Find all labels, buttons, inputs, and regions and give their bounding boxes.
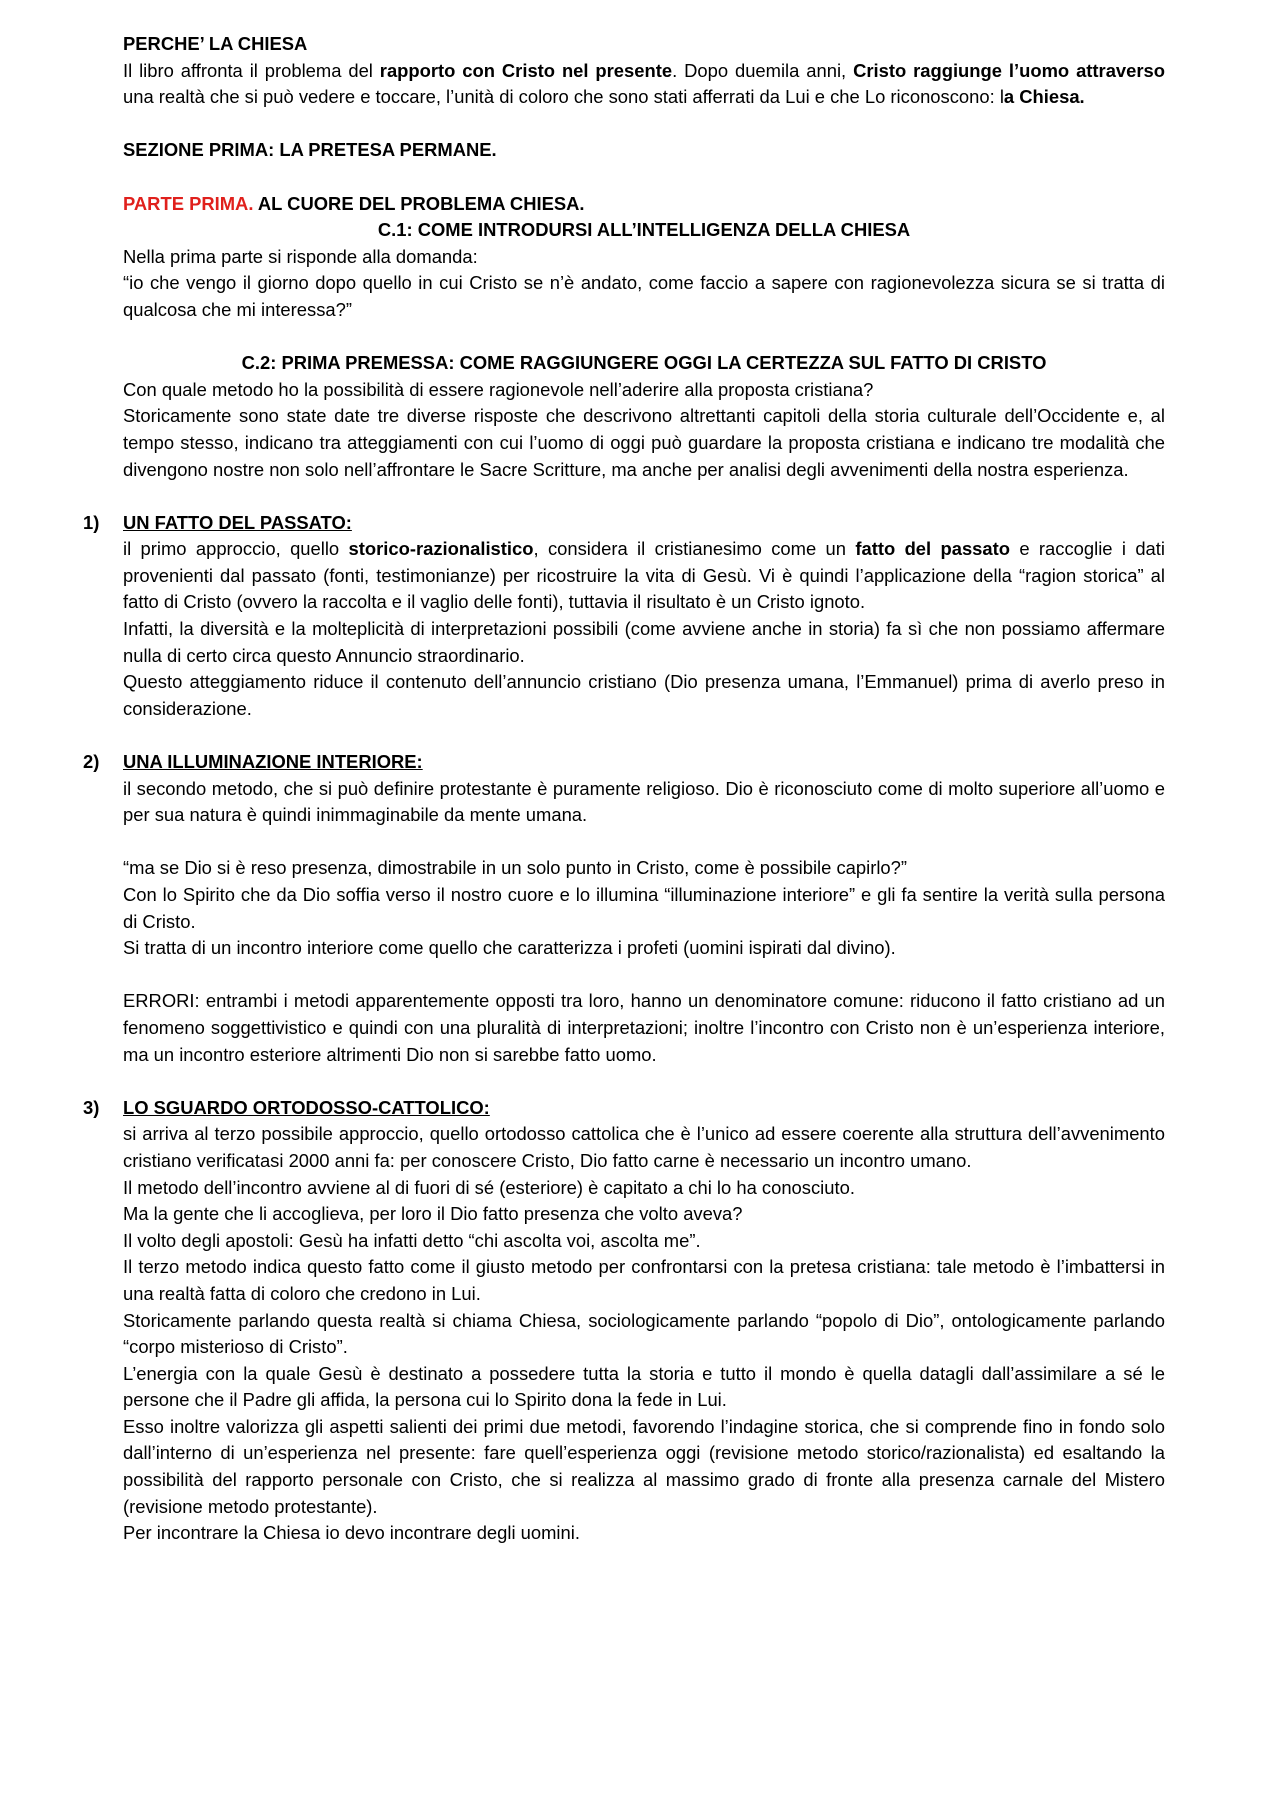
item2-paragraph-3: Con lo Spirito che da Dio soffia verso il nostro cuore e lo illumina “illuminazione interiore” e gli fa sentire la verità sulla persona di Cristo.: [123, 884, 1165, 932]
item1-paragraph-2: Infatti, la diversità e la molteplicità di interpretazioni possibili (come avviene anche in storia) fa sì che non possiamo affermare nulla di certo circa questo Annuncio straordinario.: [123, 618, 1165, 666]
item1-text-1: il primo approccio, quello: [123, 538, 349, 560]
spacer: [123, 324, 1165, 351]
item1-bold-1: storico-razionalistico: [348, 538, 534, 560]
item1-heading-text: UN FATTO DEL PASSATO:: [123, 511, 352, 533]
item3-paragraph-9: Per incontrare la Chiesa io devo incontrare degli uomini.: [123, 1522, 580, 1544]
errori-paragraph: ERRORI: entrambi i metodi apparentemente opposti tra loro, hanno un denominatore comune: riducono il fatto cristiano ad un fenomeno soggettivistico e quindi con una pluralità di interpretazioni; inoltre l’incontro con Cristo non è un’esperienza interiore, ma un incontro esteriore altrimenti Dio non si sarebbe fatto uomo.: [123, 990, 1165, 1065]
intro-text-3: una realtà che si può vedere e toccare, l’unità di coloro che sono stati afferrati da Lui e che Lo riconoscono: l: [123, 86, 1004, 108]
doc-title: PERCHE’ LA CHIESA: [123, 33, 308, 54]
item3-paragraph-1: si arriva al terzo possibile approccio, quello ortodosso cattolica che è l’unico ad essere coerente alla struttura dell’avvenimento cristiano verificatasi 2000 anni fa: per conoscere Cristo, Dio fatto carne è necessario un incontro umano.: [123, 1123, 1165, 1171]
c2-line: Con quale metodo ho la possibilità di essere ragionevole nell’aderire alla proposta cristiana?: [123, 378, 874, 400]
item2-heading-text: UNA ILLUMINAZIONE INTERIORE:: [123, 751, 423, 773]
spacer: [123, 483, 1165, 510]
spacer: [123, 962, 1165, 989]
c1-line: Nella prima parte si risponde alla domanda:: [123, 245, 478, 267]
item3-heading-text: LO SGUARDO ORTODOSSO-CATTOLICO:: [123, 1096, 490, 1118]
item1-text-2: , considera il cristianesimo come un: [533, 538, 856, 560]
item1-number: 1): [83, 511, 100, 533]
item2-paragraph-1: il secondo metodo, che si può definire protestante è puramente religioso. Dio è riconosciuto come di molto superiore all’uomo e per sua natura è quindi inimmaginabile da mente umana.: [123, 777, 1165, 826]
part-title: [123, 191, 1165, 218]
spacer: [123, 164, 1165, 191]
c1-quote: “io che vengo il giorno dopo quello in cui Cristo se n’è andato, come faccio a sapere con ragionevolezza sicura se si tratta di qualcosa che mi interessa?”: [123, 272, 1165, 320]
intro-text-1: Il libro affronta il problema del: [123, 59, 380, 81]
item3-paragraph-4: Il volto degli apostoli: Gesù ha infatti detto “chi ascolta voi, ascolta me”.: [123, 1229, 701, 1251]
part-title-text: AL CUORE DEL PROBLEMA CHIESA.: [253, 192, 585, 214]
item2-heading: [83, 749, 1165, 776]
item3-paragraph-6: Storicamente parlando questa realtà si chiama Chiesa, sociologicamente parlando “popolo di Dio”, ontologicamente parlando “corpo misterioso di Cristo”.: [123, 1309, 1165, 1358]
intro-bold-3: a Chiesa.: [1003, 86, 1085, 108]
document-page: [83, 31, 1166, 1547]
item3-paragraph-5: Il terzo metodo indica questo fatto come il giusto metodo per confrontarsi con la pretesa cristiana: tale metodo è l’imbattersi in una realtà fatta di coloro che credono in Lui.: [123, 1256, 1165, 1304]
item1-paragraph-3: Questo atteggiamento riduce il contenuto dell’annuncio cristiano (Dio presenza umana, l’Emmanuel) prima di averlo preso in considerazione.: [123, 671, 1165, 719]
intro-bold-1: rapporto con Cristo nel presente: [379, 59, 673, 81]
item1-paragraph-1: [123, 536, 1165, 616]
intro-bold-2: Cristo raggiunge l’uomo attraverso: [853, 59, 1166, 81]
item3-number: 3): [83, 1096, 100, 1118]
item1-bold-2: fatto del passato: [855, 538, 1010, 560]
item3-paragraph-3: Ma la gente che li accoglieva, per loro il Dio fatto presenza che volto aveva?: [123, 1203, 743, 1225]
c2-paragraph: Storicamente sono state date tre diverse risposte che descrivono altrettanti capitoli della storia culturale dell’Occidente e, al tempo stesso, indicano tra atteggiamenti con cui l’uomo di oggi può guardare la proposta cristiana e indicano tre modalità che divengono nostre non solo nell’affrontare le Sacre Scritture, ma anche per analisi degli avvenimenti della nostra esperienza.: [123, 405, 1165, 480]
item3-paragraph-8: Esso inoltre valorizza gli aspetti salienti dei primi due metodi, favorendo l’indagine storica, che si comprende fino in fondo solo dall’interno di un’esperienza nel presente: fare quell’esperienza oggi (revisione metodo storico/razionalista) ed esaltando la possibilità del rapporto personale con Cristo, che si realizza al massimo grado di fronte alla presenza carnale del Mistero (revisione metodo protestante).: [123, 1415, 1165, 1517]
item2-number: 2): [83, 751, 100, 773]
spacer: [123, 111, 1165, 138]
section-title: SEZIONE PRIMA: LA PRETESA PERMANE.: [123, 139, 497, 161]
item3-paragraph-2: Il metodo dell’incontro avviene al di fuori di sé (esteriore) è capitato a chi lo ha conosciuto.: [123, 1176, 855, 1198]
part-red-label: PARTE PRIMA.: [123, 192, 254, 214]
c2-heading: C.2: PRIMA PREMESSA: COME RAGGIUNGERE OGGI LA CERTEZZA SUL FATTO DI CRISTO: [241, 352, 1047, 374]
spacer: [123, 829, 1165, 856]
spacer: [123, 1068, 1165, 1095]
item2-paragraph-4: Si tratta di un incontro interiore come quello che caratterizza i profeti (uomini ispirati dal divino).: [123, 937, 896, 959]
intro-text-2: . Dopo duemila anni,: [672, 59, 854, 81]
c1-heading: C.1: COME INTRODURSI ALL’INTELLIGENZA DELLA CHIESA: [377, 219, 911, 241]
item3-heading: [83, 1095, 1165, 1122]
item1-heading: [83, 510, 1165, 537]
item2-paragraph-2: “ma se Dio si è reso presenza, dimostrabile in un solo punto in Cristo, come è possibile capirlo?”: [123, 857, 908, 879]
item3-paragraph-7: L’energia con la quale Gesù è destinato a possedere tutta la storia e tutto il mondo è quella datagli dall’assimilare a sé le persone che il Padre gli affida, la persona cui lo Spirito dona la fede in Lui.: [123, 1362, 1165, 1411]
spacer: [123, 722, 1165, 749]
item1-text-3: e raccoglie i dati provenienti dal passato (fonti, testimonianze) per ricostruire la vita di Gesù. Vi è quindi l’applicazione della “ragion storica” al fatto di Cristo (ovvero la raccolta e il vaglio delle fonti), tuttavia il risultato è un Cristo ignoto.: [123, 538, 1165, 613]
intro-paragraph: [123, 58, 1165, 111]
